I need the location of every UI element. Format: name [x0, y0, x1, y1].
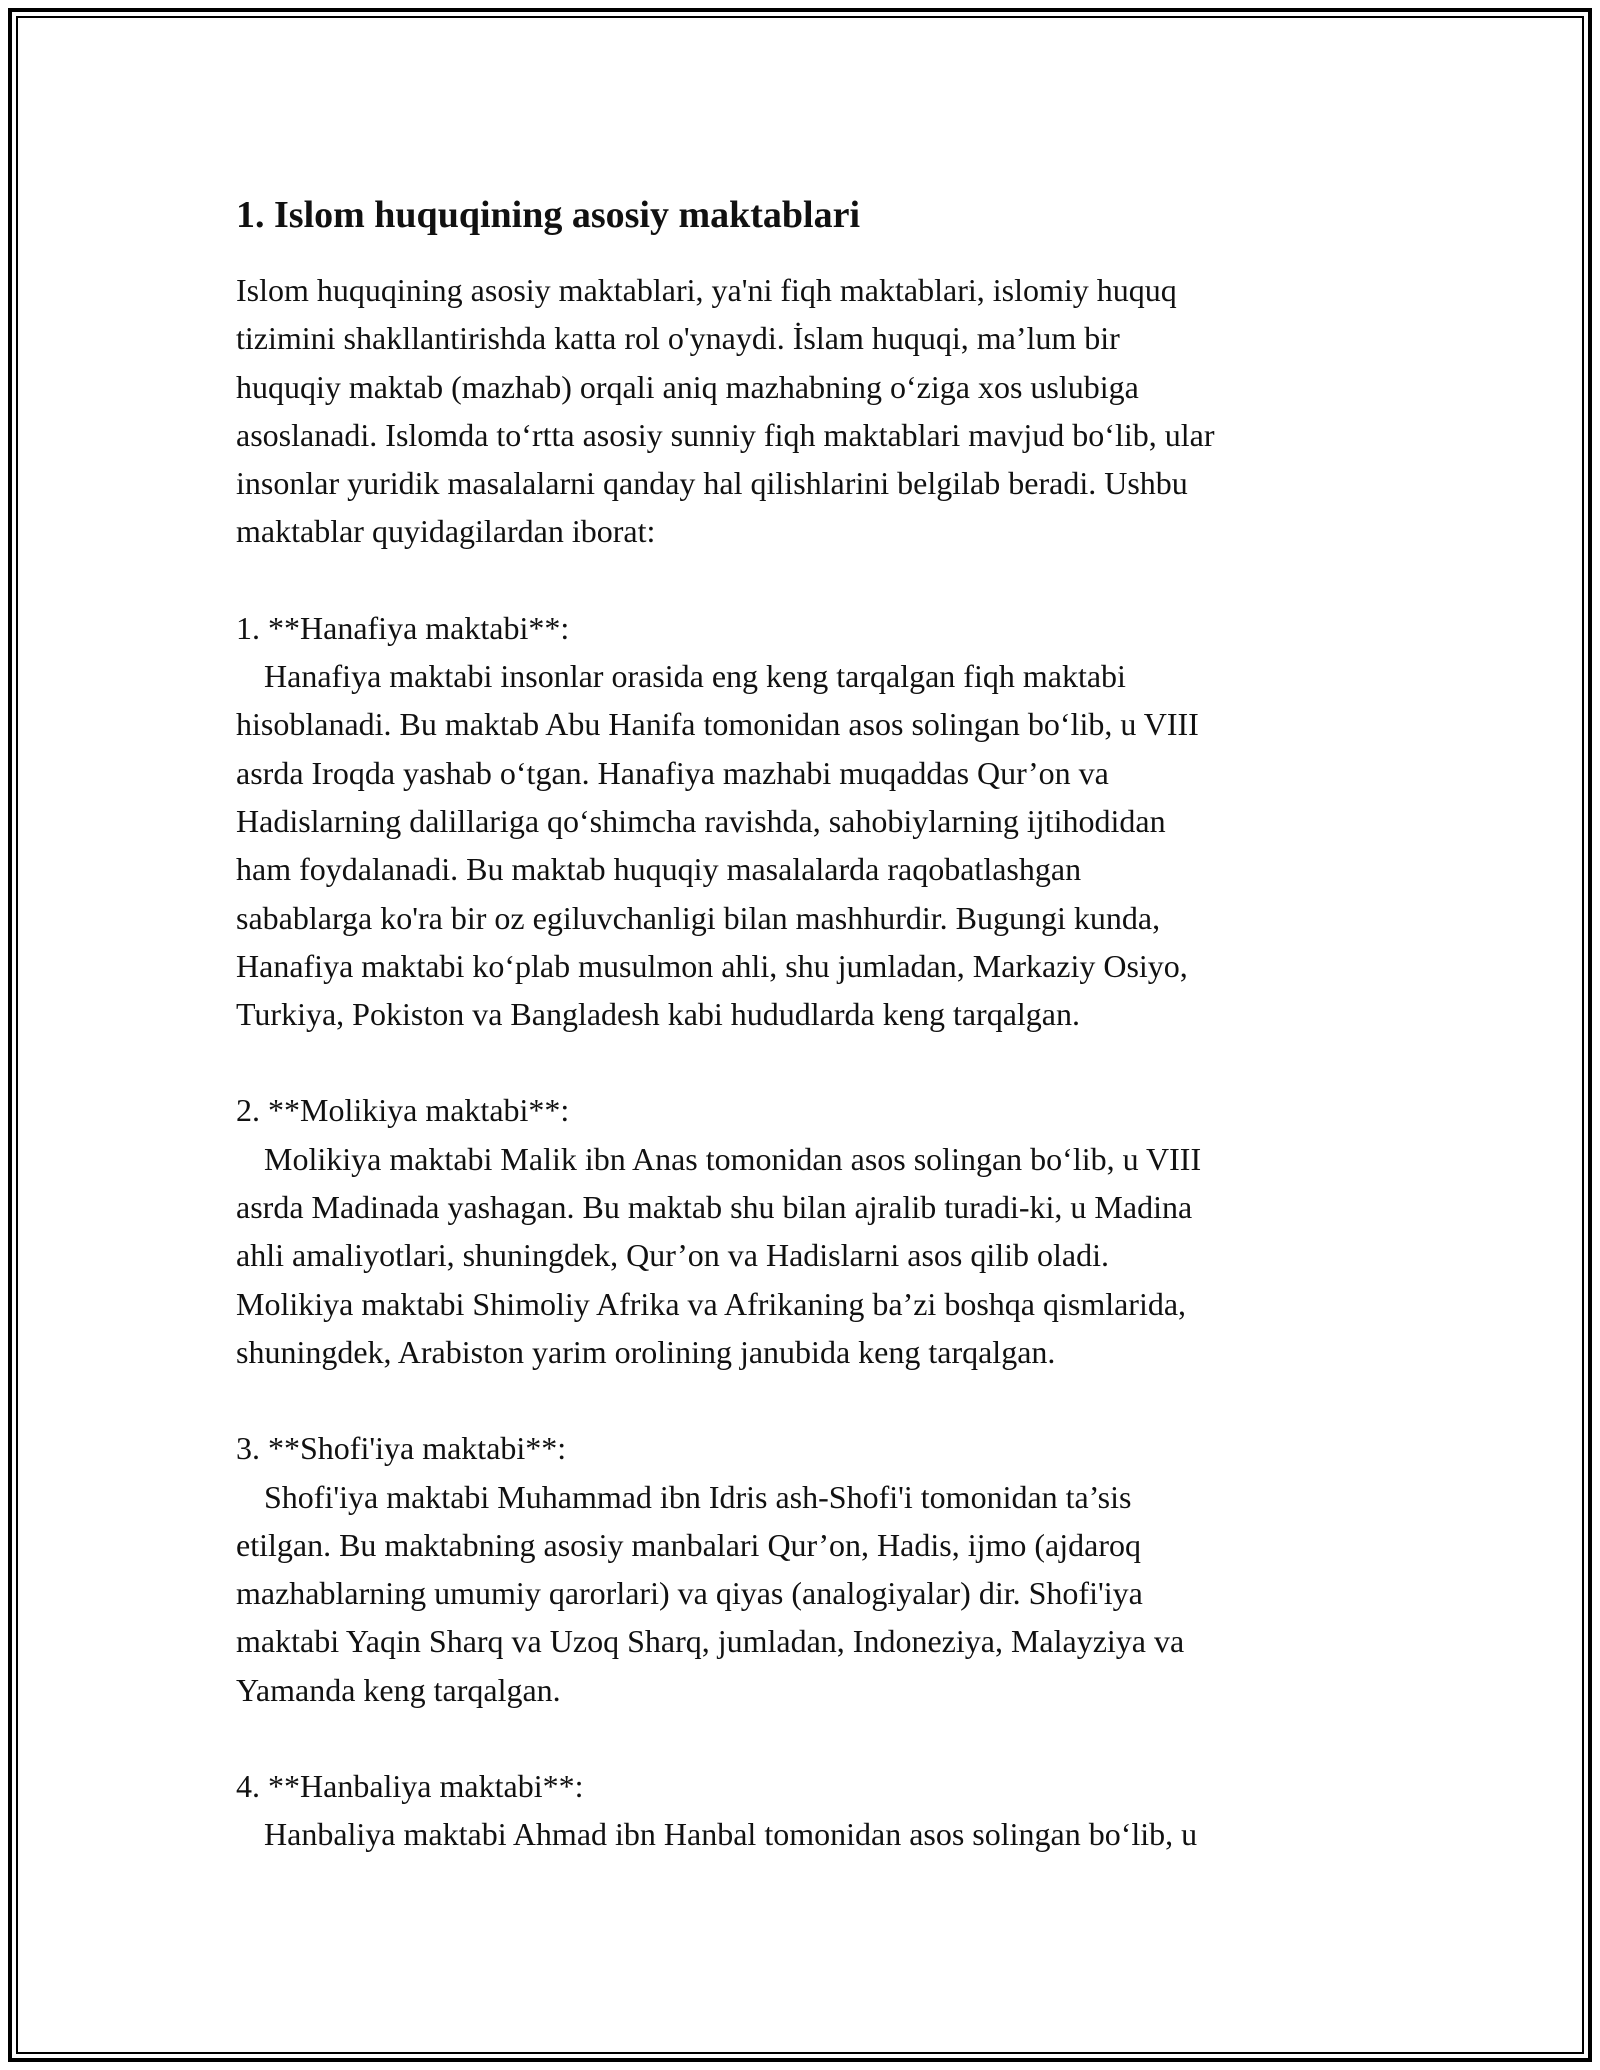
document-body	[236, 186, 1386, 1859]
intro-paragraph: Islom huquqining asosiy maktablari, ya'ni fiqh maktablari, islomiy huquq tizimini shakllantirishda katta rol o'ynaydi. İslam huquqi, ma’lum bir huquqiy maktab (mazhab) orqali aniq mazhabning o‘ziga xos uslubiga asoslanadi. Islomda to‘rtta asosiy sunniy fiqh maktablari mavjud bo‘lib, ular insonlar yuridik masalalarni qanday hal qilishlarini belgilab beradi. Ushbu maktablar quyidagilardan iborat:	[236, 272, 1215, 550]
document-title: 1. Islom huquqining asosiy maktablari	[236, 194, 861, 236]
section-heading: 2. **Molikiya maktabi**:	[236, 1092, 570, 1129]
section-hanbaliya	[236, 1762, 1386, 1859]
section-shofiiya	[236, 1424, 1386, 1714]
section-heading: 1. **Hanafiya maktabi**:	[236, 609, 570, 646]
section-body: Shofi'iya maktabi Muhammad ibn Idris ash-Shofi'i tomonidan ta’sis etilgan. Bu maktabning asosiy manbalari Qur’on, Hadis, ijmo (ajdaroq mazhablarning umumiy qarorlari) va qiyas (analogiyalar) dir. Shofi'iya maktabi Yaqin Sharq va Uzoq Sharq, jumladan, Indoneziya, Malayziya va Yamanda keng tarqalgan.	[236, 1478, 1185, 1708]
section-heading: 3. **Shofi'iya maktabi**:	[236, 1430, 567, 1467]
section-body: Hanbaliya maktabi Ahmad ibn Hanbal tomonidan asos solingan bo‘lib, u	[264, 1816, 1198, 1853]
section-body: Molikiya maktabi Malik ibn Anas tomonidan asos solingan bo‘lib, u VIII asrda Madinada yashagan. Bu maktab shu bilan ajralib turadi-ki, u Madina ahli amaliyotlari, shuningdek, Qur’on va Hadislarni asos qilib oladi. Molikiya maktabi Shimoliy Afrika va Afrikaning ba’zi boshqa qismlarida, shuningdek, Arabiston yarim orolining janubida keng tarqalgan.	[236, 1140, 1202, 1370]
section-molikiya	[236, 1086, 1386, 1376]
section-heading: 4. **Hanbaliya maktabi**:	[236, 1768, 584, 1805]
section-body: Hanafiya maktabi insonlar orasida eng keng tarqalgan fiqh maktabi hisoblanadi. Bu maktab Abu Hanifa tomonidan asos solingan bo‘lib, u VIII asrda Iroqda yashab o‘tgan. Hanafiya mazhabi muqaddas Qur’on va Hadislarning dalillariga qo‘shimcha ravishda, sahobiylarning ijtihodidan ham foydalanadi. Bu maktab huquqiy masalalarda raqobatlashgan sabablarga ko'ra bir oz egiluvchanligi bilan mashhurdir. Bugungi kunda, Hanafiya maktabi ko‘plab musulmon ahli, shu jumladan, Markaziy Osiyo, Turkiya, Pokiston va Bangladesh kabi hududlarda keng tarqalgan.	[236, 658, 1199, 1033]
section-hanafiya	[236, 604, 1386, 1039]
